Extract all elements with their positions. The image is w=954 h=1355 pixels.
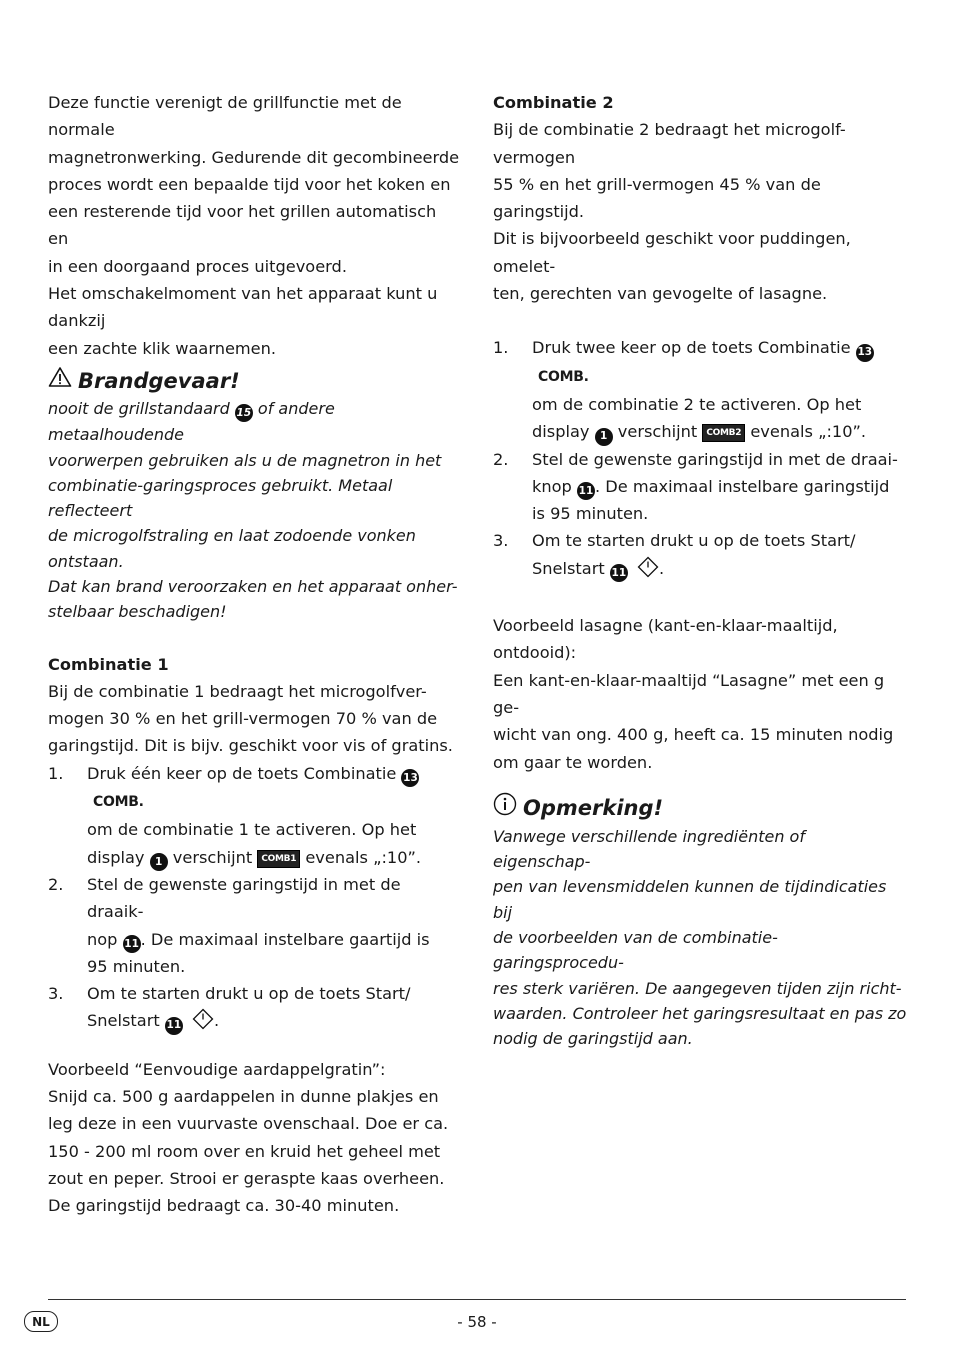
ref-badge-13: 13 — [856, 344, 874, 362]
start-diamond-icon — [192, 1008, 214, 1038]
page-number: - 58 - — [457, 1313, 497, 1331]
ref-badge-1: 1 — [150, 853, 168, 871]
ref-badge-11: 11 — [123, 935, 141, 953]
warning-triangle-icon — [48, 366, 72, 396]
list-item: 1. Druk twee keer op de toets Combinatie 13 COMB. om de combinatie 2 te activeren. Op het display 1 verschijnt COMB2 evenals „:10”. — [493, 334, 907, 445]
left-column — [48, 89, 460, 1220]
combination-2-steps — [493, 334, 907, 586]
note-text: Vanwege verschillende ingrediënten of eigenschap- pen van levensmiddelen kunnen de tijdindicaties bij de voorbeelden van de combinatie-garingsprocedu- res sterk variëren. De aangegeven tijden zijn richt- waarden. Controleer het garingsresultaat en pas zo nodig de garingstijd aan. — [493, 826, 907, 1049]
ref-badge-11: 11 — [165, 1017, 183, 1035]
comb-button-label: COMB. — [93, 794, 144, 811]
comb1-display-icon: COMB1 — [257, 850, 300, 868]
footer-divider — [48, 1299, 906, 1300]
list-item: 3. Om te starten drukt u op de toets Start/ Snelstart 11 . — [48, 980, 460, 1039]
ref-badge-1: 1 — [595, 428, 613, 446]
comb2-display-icon: COMB2 — [702, 424, 745, 442]
list-item: 3. Om te starten drukt u op de toets Start/ Snelstart 11 . — [493, 527, 907, 586]
combination-1-intro: Bij de combinatie 1 bedraagt het microgolfver- mogen 30 % en het grill-vermogen 70 % van de garingstijd. Dit is bijv. geschikt voor vis of gratins. — [48, 681, 453, 756]
info-icon — [493, 792, 517, 824]
warning-heading — [48, 366, 460, 396]
start-diamond-icon — [637, 556, 659, 586]
combination-2-heading: Combinatie 2 — [493, 93, 614, 112]
combination-2-intro: Bij de combinatie 2 bedraagt het microgolf-vermogen 55 % en het grill-vermogen 45 % van de garingstijd. Dit is bijvoorbeeld geschikt voor puddingen, omelet- ten, gerechten van gevogelte of lasagne. — [493, 120, 851, 304]
note-title: Opmerking! — [523, 795, 664, 820]
list-item: 1. Druk één keer op de toets Combinatie 13 COMB. om de combinatie 1 te activeren. Op het display 1 verschijnt COMB1 evenals „:10”. — [48, 760, 460, 871]
list-item: 2. Stel de gewenste garingstijd in met de draaik- nop 11 . De maximaal instelbare gaartijd is 95 minuten. — [48, 874, 430, 976]
list-item: 2. Stel de gewenste garingstijd in met de draai- knop 11 . De maximaal instelbare garingstijd is 95 minuten. — [493, 449, 898, 524]
ref-badge-11: 11 — [577, 482, 595, 500]
right-column — [493, 89, 907, 1052]
ref-badge-11: 11 — [610, 564, 628, 582]
potato-gratin-example: Voorbeeld “Eenvoudige aardappelgratin”: Snijd ca. 500 g aardappelen in dunne plakjes en leg deze in een vuurvaste ovenschaal. Doe er ca. 150 - 200 ml room over en kruid het geheel met zout en peper. Strooi er geraspte kaas overheen. De garingstijd bedraagt ca. 30-40 minuten. — [48, 1059, 449, 1216]
language-badge: NL — [24, 1311, 58, 1332]
warning-title: Brandgevaar! — [78, 368, 240, 393]
ref-badge-15: 15 — [235, 404, 253, 422]
combination-1-steps — [48, 760, 460, 1039]
intro-paragraph: Deze functie verenigt de grillfunctie met de normale magnetronwerking. Gedurende dit gecombineerde proces wordt een bepaalde tijd voor het koken en een resterende tijd voor het grillen automatisch en in een doorgaand proces uitgevoerd. Het omschakelmoment van het apparaat kunt u dankzij een zachte klik waarnemen. — [48, 93, 460, 358]
comb-button-label: COMB. — [538, 368, 589, 385]
lasagne-example: Voorbeeld lasagne (kant-en-klaar-maaltijd, ontdooid): Een kant-en-klaar-maaltijd “Lasagne” met een g ge- wicht van ong. 400 g, heeft ca. 15 minuten nodig om gaar te worden. — [493, 616, 894, 772]
note-heading — [493, 792, 907, 824]
ref-badge-13: 13 — [401, 769, 419, 787]
warning-text: nooit de grillstandaard 15 of andere metaalhoudende voorwerpen gebruiken als u de magnetron in het combinatie-garingsproces gebruikt. Metaal reflecteert de microgolfstraling en laat zodoende vonken ontstaan. Dat kan brand veroorzaken en het apparaat onher- stelbaar beschadigen! — [48, 398, 458, 622]
combination-1-heading: Combinatie 1 — [48, 654, 169, 674]
